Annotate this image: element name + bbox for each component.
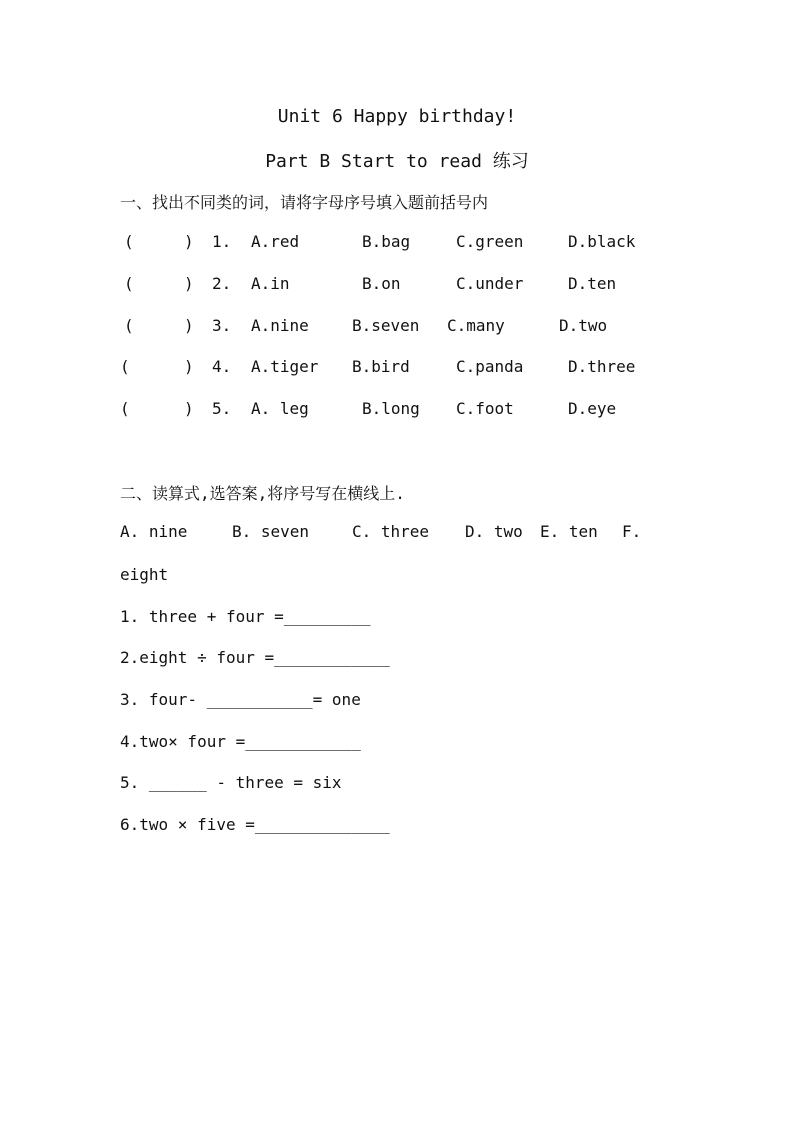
question-number: 1. (212, 232, 232, 251)
choice-c: C. three (352, 522, 430, 541)
answer-paren-open: ( (120, 399, 130, 418)
option-c: C.many (447, 316, 505, 335)
question-row (0, 357, 794, 381)
option-b: B.on (362, 274, 401, 293)
question-number: 2. (212, 274, 232, 293)
option-a: A. leg (251, 399, 309, 418)
option-d: D.black (568, 232, 636, 251)
option-d: D.ten (568, 274, 617, 293)
answer-choices (0, 522, 794, 546)
option-b: B.bag (362, 232, 411, 251)
option-b: B.seven (352, 316, 420, 335)
question-row (0, 399, 794, 423)
option-b: B.bird (352, 357, 410, 376)
choice-f: F. (622, 522, 642, 541)
question-number: 5. (212, 399, 232, 418)
question-number: 3. (212, 316, 232, 335)
answer-paren-close: ) (184, 316, 194, 335)
math-item: 1. three + four =_________ (120, 607, 371, 626)
option-a: A.in (251, 274, 290, 293)
option-a: A.red (251, 232, 300, 251)
option-c: C.under (456, 274, 524, 293)
answer-paren-open: ( (124, 316, 134, 335)
option-a: A.nine (251, 316, 309, 335)
choice-b: B. seven (232, 522, 310, 541)
math-item: 2.eight ÷ four =____________ (120, 648, 390, 667)
choice-a: A. nine (120, 522, 188, 541)
question-row (0, 316, 794, 340)
answer-paren-open: ( (124, 274, 134, 293)
answer-paren-close: ) (184, 274, 194, 293)
answer-paren-close: ) (184, 399, 194, 418)
option-c: C.foot (456, 399, 514, 418)
answer-paren-close: ) (184, 232, 194, 251)
question-row (0, 274, 794, 298)
option-d: D.two (559, 316, 608, 335)
answer-paren-open: ( (124, 232, 134, 251)
question-row (0, 232, 794, 256)
option-b: B.long (362, 399, 420, 418)
math-item: 4.two× four =____________ (120, 732, 361, 751)
math-item: 6.two × five =______________ (120, 815, 390, 834)
worksheet-subtitle: Part B Start to read 练习 (265, 151, 529, 172)
math-item: 5. ______ - three = six (120, 773, 342, 792)
question-number: 4. (212, 357, 232, 376)
choice-f-value: eight (120, 565, 169, 584)
option-d: D.eye (568, 399, 617, 418)
worksheet-title: Unit 6 Happy birthday! (277, 106, 517, 127)
answer-paren-open: ( (120, 357, 130, 376)
option-c: C.green (456, 232, 524, 251)
math-item: 3. four- ___________= one (120, 690, 361, 709)
section2-heading: 二、读算式,选答案,将序号写在横线上. (120, 484, 405, 503)
option-a: A.tiger (251, 357, 319, 376)
section1-heading: 一、找出不同类的词，请将字母序号填入题前括号内 (120, 193, 489, 212)
option-c: C.panda (456, 357, 524, 376)
answer-paren-close: ) (184, 357, 194, 376)
choice-e: E. ten (540, 522, 598, 541)
choice-d: D. two (465, 522, 523, 541)
option-d: D.three (568, 357, 636, 376)
